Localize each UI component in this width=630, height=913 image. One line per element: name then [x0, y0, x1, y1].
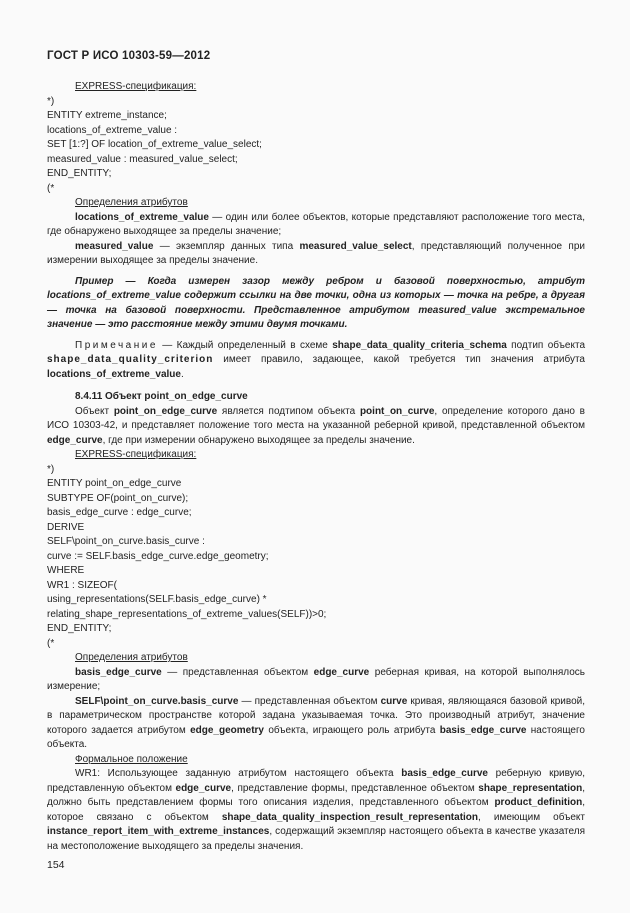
- attribute-definition: basis_edge_curve — представленная объектом edge_curve реберная кривая, на которой выполнялось измерение;: [47, 666, 585, 692]
- section-paragraph: Объект point_on_edge_curve является подтипом объекта point_on_curve, определение которого дано в ИСО 10303-42, и представляет положение того места на указанной реберной кривой, представленной объектом edge_curve, где при измерении обнаружено выходящее за пределы значение.: [47, 405, 585, 446]
- code-line: curve := SELF.basis_edge_curve.edge_geometry;: [47, 550, 269, 562]
- page-number: 154: [47, 859, 65, 871]
- code-line: *): [47, 95, 55, 107]
- code-line: END_ENTITY;: [47, 168, 112, 179]
- code-line: (*: [47, 637, 55, 649]
- code-line: DERIVE: [47, 521, 85, 533]
- code-line: WHERE: [47, 565, 85, 576]
- code-line: *): [47, 463, 55, 475]
- attribute-definition: SELF\point_on_curve.basis_curve — представленная объектом curve кривая, являющаяся базовой кривой, в параметрическом пространстве которой задана указываемая точка. Это производный атрибут, значение которого задается атрибутом edge_geometry объекта, играющего роль атрибута basis_edge_curve настоящего объекта.: [47, 695, 585, 750]
- formal-proposition: WR1: Использующее заданную атрибутом настоящего объекта basis_edge_curve реберную кривую, представленную объектом edge_curve, представление формы, представленное объектом shape_representation, должно быть представлением формы того описания изделия, представленного объектом product_definition, которое связано с объектом shape_data_quality_inspection_result_representation, имеющим объект instance_report_item_with_extreme_instances, содержащий экземпляр настоящего объекта в качестве указателя на местоположение выходящего за пределы значения.: [47, 768, 585, 852]
- code-line: relating_shape_representations_of_extreme_values(SELF))>0;: [47, 608, 327, 620]
- code-line: ENTITY point_on_edge_curve: [47, 478, 182, 489]
- code-line: SELF\point_on_curve.basis_curve :: [47, 536, 205, 547]
- example-paragraph: Пример — Когда измерен зазор между ребром и базовой поверхностью, атрибут locations_of_extreme_value содержит ссылки на две точки, одна из которых — точка на ребре, а другая — точка на базовой поверхности. Представленное атрибутом measured_value экстремальное значение — это расстояние между этими двумя точками.: [47, 275, 585, 330]
- code-line: locations_of_extreme_value :: [47, 124, 178, 136]
- section-heading: 8.4.11 Объект point_on_edge_curve: [75, 391, 248, 402]
- code-line: ENTITY extreme_instance;: [47, 110, 167, 121]
- page-content: [47, 80, 585, 854]
- code-line: SET [1:?] OF location_of_extreme_value_select;: [47, 139, 262, 150]
- formal-proposition-title: Формальное положение: [75, 753, 188, 765]
- code-line: measured_value : measured_value_select;: [47, 153, 238, 165]
- code-line: SUBTYPE OF(point_on_curve);: [47, 492, 189, 504]
- attribute-definition: measured_value — экземпляр данных типа measured_value_select, представляющий полученное при измерении выходящее за пределы значение.: [47, 240, 585, 266]
- note-paragraph: Примечание — Каждый определенный в схеме shape_data_quality_criteria_schema подтип объекта shape_data_quality_criterion имеет правило, задающее, какой требуется тип значения атрибута locations_of_extreme_value.: [47, 339, 586, 380]
- page-header: ГОСТ Р ИСО 10303-59—2012: [47, 50, 211, 62]
- express-spec-title: EXPRESS-спецификация:: [75, 449, 197, 460]
- code-line: basis_edge_curve : edge_curve;: [47, 507, 192, 518]
- attribute-definition: locations_of_extreme_value — один или более объектов, которые представляют расположение того места, где обнаружено выходящее за пределы значение;: [47, 211, 585, 237]
- code-line: WR1 : SIZEOF(: [47, 579, 117, 591]
- code-line: (*: [47, 182, 55, 194]
- express-spec-title: EXPRESS-спецификация:: [75, 81, 197, 92]
- code-line: using_representations(SELF.basis_edge_curve) *: [47, 594, 267, 605]
- attribute-definitions-title: Определения атрибутов: [75, 652, 188, 663]
- attribute-definitions-title: Определения атрибутов: [75, 197, 188, 208]
- code-line: END_ENTITY;: [47, 623, 112, 634]
